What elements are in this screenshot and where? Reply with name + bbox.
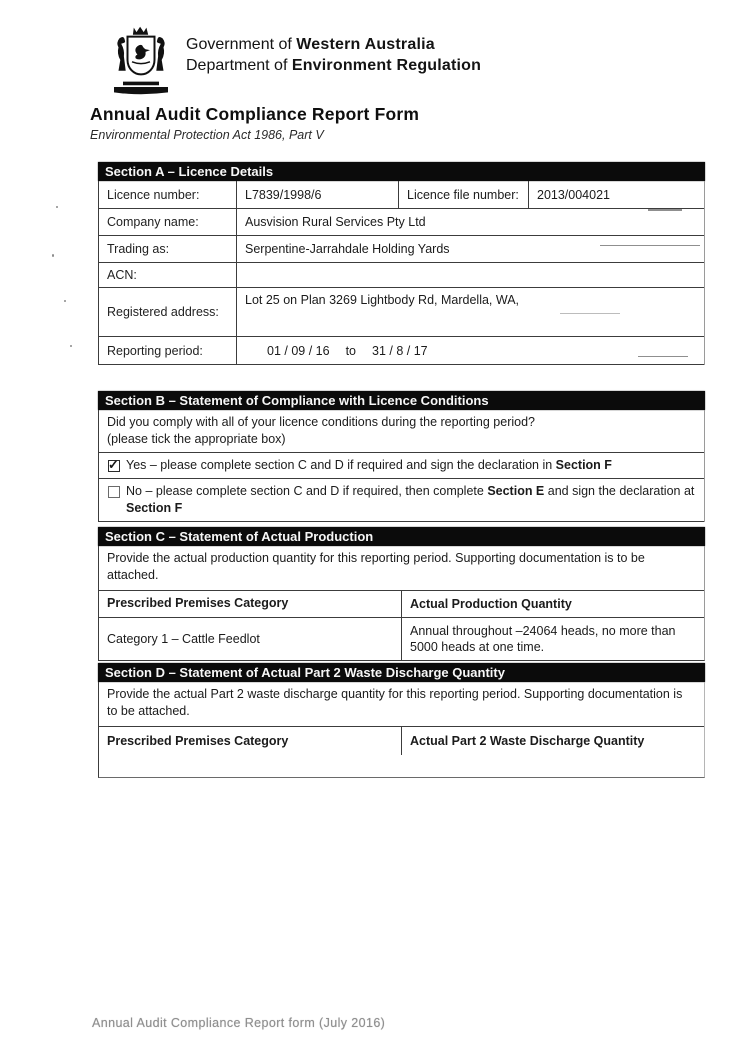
actual-part2-waste-discharge-quantity-header: Actual Part 2 Waste Discharge Quantity [401, 727, 704, 755]
yes-option-text [126, 457, 612, 474]
scan-dash [600, 245, 700, 246]
gov-bold: Western Australia [296, 36, 435, 53]
empty-quantity-cell [401, 755, 704, 777]
trading-as-label: Trading as: [107, 242, 170, 256]
scan-speck [52, 254, 54, 257]
section-c-body [98, 546, 705, 661]
section-d-heading: Section D – Statement of Actual Part 2 Waste Discharge Quantity [98, 663, 705, 682]
scan-speck [70, 345, 72, 347]
prescribed-premises-category-header: Prescribed Premises Category [107, 734, 289, 748]
table-row [99, 181, 704, 209]
reporting-period-to: 31 / 8 / 17 [372, 343, 428, 358]
compliance-question-line1: Did you comply with all of your licence conditions during the reporting period? [107, 415, 536, 429]
section-c [98, 527, 705, 661]
page-title: Annual Audit Compliance Report Form [90, 104, 420, 124]
no-option-middle: and sign the declaration at [544, 484, 695, 498]
reporting-period-value [236, 337, 704, 364]
reporting-period-label: Reporting period: [107, 343, 203, 358]
actual-production-quantity-header: Actual Production Quantity [401, 591, 704, 617]
scan-speck [64, 300, 66, 302]
acn-value [236, 263, 704, 287]
prescribed-premises-category-header: Prescribed Premises Category [107, 596, 289, 610]
section-d [98, 663, 705, 778]
reporting-period-from: 01 / 09 / 16 [267, 343, 330, 358]
scan-dash [648, 209, 682, 211]
gov-prefix: Government of [186, 36, 297, 53]
no-checkbox[interactable] [108, 486, 120, 498]
table-row [99, 617, 704, 660]
section-b [98, 391, 705, 522]
section-a [98, 162, 705, 365]
page-subtitle: Environmental Protection Act 1986, Part V [90, 128, 324, 142]
licence-number-label: Licence number: [107, 187, 200, 202]
reporting-period-to-word: to [345, 343, 356, 358]
no-option-prefix: No – please complete section C and D if required, then complete [126, 484, 488, 498]
scan-dash [560, 313, 620, 314]
section-a-table [98, 181, 705, 365]
category-cell: Category 1 – Cattle Feedlot [107, 632, 260, 646]
yes-option-bold: Section F [555, 458, 612, 472]
no-option-row [99, 479, 704, 522]
government-header [186, 34, 481, 76]
dept-bold: Environment Regulation [291, 57, 482, 74]
dept-prefix: Department of [186, 57, 292, 74]
empty-row [99, 755, 704, 777]
quantity-cell: Annual throughout –24064 heads, no more than 5000 heads at one time. [401, 618, 704, 660]
table-row [99, 337, 704, 365]
table-row [99, 209, 704, 236]
registered-address-value: Lot 25 on Plan 3269 Lightbody Rd, Mardella, WA, [236, 288, 704, 336]
wa-coat-of-arms-icon [96, 24, 186, 96]
no-option-bold-e: Section E [487, 484, 545, 498]
section-d-instruction: Provide the actual Part 2 waste discharge quantity for this reporting period. Supporting documentation is to be attached. [99, 682, 704, 727]
no-option-text [126, 483, 696, 517]
department-line [186, 55, 481, 76]
yes-checkbox[interactable] [108, 460, 120, 472]
licence-number-value: L7839/1998/6 [236, 181, 398, 208]
no-option-bold-f: Section F [126, 501, 183, 515]
section-c-header-row [99, 591, 704, 617]
compliance-question [99, 410, 704, 453]
empty-category-cell [99, 755, 401, 777]
compliance-question-line2: (please tick the appropriate box) [107, 432, 286, 446]
yes-option-prefix: Yes – please complete section C and D if required and sign the declaration in [126, 458, 556, 472]
trading-as-value: Serpentine-Jarrahdale Holding Yards [236, 236, 704, 262]
footer-text: Annual Audit Compliance Report form (July 2016) [92, 1016, 386, 1030]
table-row [99, 236, 704, 263]
section-b-body [98, 410, 705, 522]
table-row [99, 263, 704, 288]
section-d-header-row [99, 727, 704, 755]
government-line [186, 34, 481, 55]
licence-file-number-value: 2013/004021 [528, 181, 704, 208]
company-name-label: Company name: [107, 215, 199, 229]
scan-speck [56, 206, 58, 208]
section-c-heading: Section C – Statement of Actual Production [98, 527, 705, 546]
scan-dash [638, 356, 688, 357]
section-b-heading: Section B – Statement of Compliance with Licence Conditions [98, 391, 705, 410]
wa-coat-of-arms-logo [96, 24, 186, 96]
section-a-heading: Section A – Licence Details [98, 162, 705, 181]
acn-label: ACN: [107, 268, 137, 282]
yes-option-row [99, 453, 704, 479]
registered-address-label: Registered address: [107, 305, 219, 319]
section-d-body [98, 682, 705, 778]
section-c-instruction: Provide the actual production quantity for this reporting period. Supporting documentation is to be attached. [99, 546, 704, 591]
licence-file-number-label: Licence file number: [398, 181, 528, 208]
company-name-value: Ausvision Rural Services Pty Ltd [236, 209, 704, 235]
